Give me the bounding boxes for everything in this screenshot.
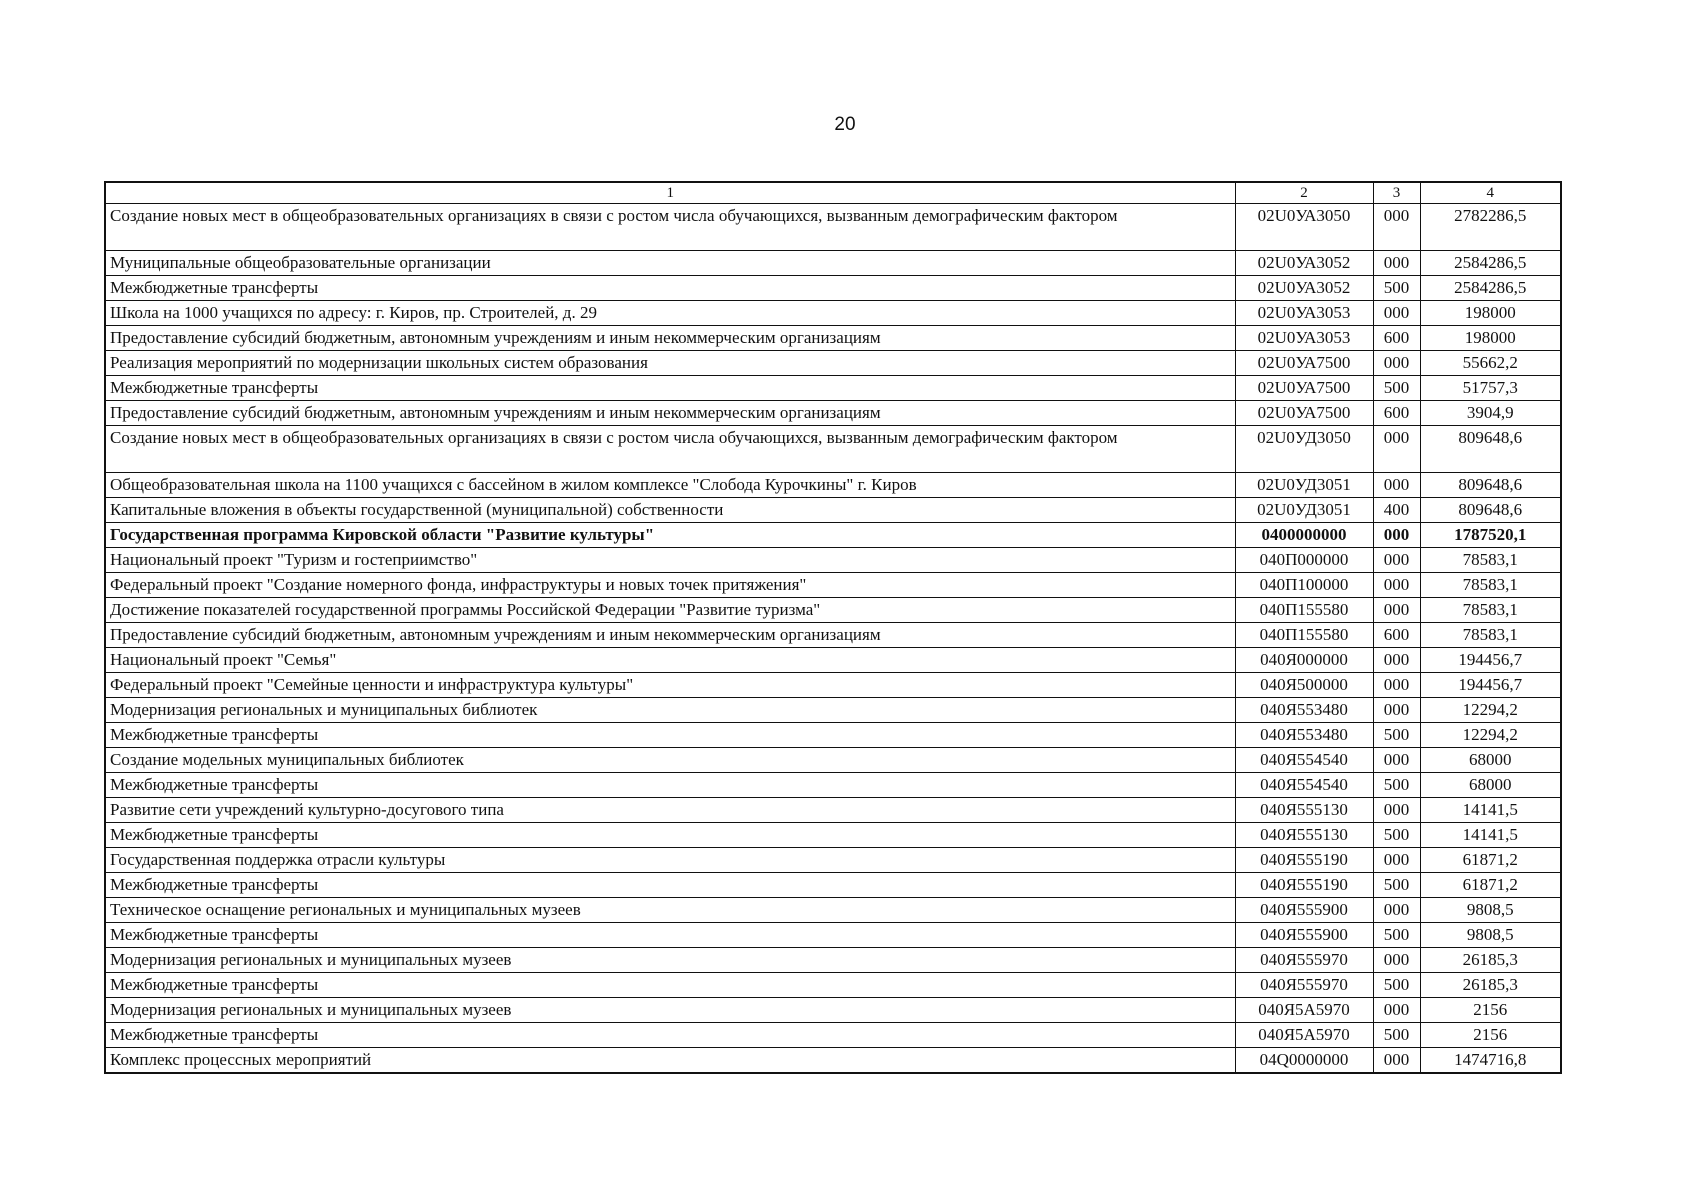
row-type-cell: 000: [1373, 898, 1420, 923]
row-sum-cell: 3904,9: [1420, 401, 1561, 426]
table-row: [105, 573, 1561, 598]
row-code-cell: 02U0УА3052: [1235, 276, 1373, 301]
row-code-cell: 040П100000: [1235, 573, 1373, 598]
row-sum-cell: 2584286,5: [1420, 276, 1561, 301]
row-type-cell: 000: [1373, 798, 1420, 823]
row-sum-cell: 14141,5: [1420, 798, 1561, 823]
table-row: [105, 873, 1561, 898]
row-sum-cell: 14141,5: [1420, 823, 1561, 848]
row-sum-cell: 2156: [1420, 998, 1561, 1023]
row-code-cell: 040Я555190: [1235, 848, 1373, 873]
row-sum-cell: 26185,3: [1420, 948, 1561, 973]
row-name-cell: Государственная поддержка отрасли культуры: [105, 848, 1235, 873]
table-row: [105, 998, 1561, 1023]
table-row: [105, 648, 1561, 673]
row-sum-cell: 61871,2: [1420, 848, 1561, 873]
row-code-cell: 040Я555900: [1235, 923, 1373, 948]
row-type-cell: 000: [1373, 748, 1420, 773]
row-sum-cell: 55662,2: [1420, 351, 1561, 376]
row-name-cell: Межбюджетные трансферты: [105, 973, 1235, 998]
table-row: [105, 948, 1561, 973]
table-row: [105, 548, 1561, 573]
row-type-cell: 000: [1373, 523, 1420, 548]
row-code-cell: 02U0УА7500: [1235, 351, 1373, 376]
row-code-cell: 040Я555900: [1235, 898, 1373, 923]
row-sum-cell: 78583,1: [1420, 573, 1561, 598]
table-row: [105, 326, 1561, 351]
row-code-cell: 040Я555130: [1235, 798, 1373, 823]
row-type-cell: 500: [1373, 823, 1420, 848]
row-code-cell: 040Я555970: [1235, 948, 1373, 973]
row-sum-cell: 9808,5: [1420, 898, 1561, 923]
row-code-cell: 040Я554540: [1235, 748, 1373, 773]
row-sum-cell: 78583,1: [1420, 548, 1561, 573]
row-code-cell: 02U0УД3050: [1235, 426, 1373, 473]
row-code-cell: 02U0УА3053: [1235, 301, 1373, 326]
row-type-cell: 000: [1373, 351, 1420, 376]
row-type-cell: 500: [1373, 376, 1420, 401]
row-type-cell: 500: [1373, 873, 1420, 898]
row-name-cell: Предоставление субсидий бюджетным, автономным учреждениям и иным некоммерческим организациям: [105, 623, 1235, 648]
row-code-cell: 040Я555190: [1235, 873, 1373, 898]
table-row: [105, 376, 1561, 401]
row-type-cell: 000: [1373, 998, 1420, 1023]
table-header: [105, 182, 1561, 204]
row-sum-cell: 9808,5: [1420, 923, 1561, 948]
row-type-cell: 000: [1373, 1048, 1420, 1074]
row-sum-cell: 68000: [1420, 748, 1561, 773]
table-row: [105, 473, 1561, 498]
table-row: [105, 973, 1561, 998]
row-type-cell: 000: [1373, 251, 1420, 276]
row-sum-cell: 26185,3: [1420, 973, 1561, 998]
table-row: [105, 401, 1561, 426]
row-type-cell: 000: [1373, 548, 1420, 573]
table-row: [105, 623, 1561, 648]
row-sum-cell: 194456,7: [1420, 673, 1561, 698]
header-col-4: 4: [1420, 182, 1561, 204]
row-name-cell: Федеральный проект "Создание номерного фонда, инфраструктуры и новых точек притяжения": [105, 573, 1235, 598]
row-code-cell: 040Я555130: [1235, 823, 1373, 848]
row-type-cell: 500: [1373, 1023, 1420, 1048]
row-name-cell: Муниципальные общеобразовательные организации: [105, 251, 1235, 276]
header-col-2: 2: [1235, 182, 1373, 204]
row-name-cell: Межбюджетные трансферты: [105, 873, 1235, 898]
row-sum-cell: 198000: [1420, 326, 1561, 351]
row-type-cell: 600: [1373, 401, 1420, 426]
table-row: [105, 798, 1561, 823]
row-type-cell: 500: [1373, 923, 1420, 948]
row-name-cell: Межбюджетные трансферты: [105, 773, 1235, 798]
table-row: [105, 673, 1561, 698]
row-sum-cell: 2782286,5: [1420, 204, 1561, 251]
row-type-cell: 000: [1373, 948, 1420, 973]
row-sum-cell: 12294,2: [1420, 723, 1561, 748]
row-name-cell: Межбюджетные трансферты: [105, 823, 1235, 848]
row-type-cell: 500: [1373, 973, 1420, 998]
row-code-cell: 040П000000: [1235, 548, 1373, 573]
row-name-cell: Общеобразовательная школа на 1100 учащихся с бассейном в жилом комплексе "Слобода Курочкины" г. Киров: [105, 473, 1235, 498]
row-name-cell: Техническое оснащение региональных и муниципальных музеев: [105, 898, 1235, 923]
row-code-cell: 0400000000: [1235, 523, 1373, 548]
row-sum-cell: 2584286,5: [1420, 251, 1561, 276]
header-col-1: 1: [105, 182, 1235, 204]
row-code-cell: 040Я500000: [1235, 673, 1373, 698]
row-name-cell: Достижение показателей государственной программы Российской Федерации "Развитие туризма": [105, 598, 1235, 623]
row-sum-cell: 2156: [1420, 1023, 1561, 1048]
table-row: [105, 848, 1561, 873]
table-row: [105, 598, 1561, 623]
row-type-cell: 000: [1373, 673, 1420, 698]
table-row: [105, 898, 1561, 923]
row-name-cell: Национальный проект "Туризм и гостеприимство": [105, 548, 1235, 573]
row-code-cell: 04Q0000000: [1235, 1048, 1373, 1074]
row-name-cell: Межбюджетные трансферты: [105, 376, 1235, 401]
row-code-cell: 040П155580: [1235, 598, 1373, 623]
row-code-cell: 02U0УА3052: [1235, 251, 1373, 276]
row-code-cell: 040Я554540: [1235, 773, 1373, 798]
table-row: [105, 426, 1561, 473]
row-name-cell: Развитие сети учреждений культурно-досугового типа: [105, 798, 1235, 823]
row-name-cell: Реализация мероприятий по модернизации школьных систем образования: [105, 351, 1235, 376]
row-name-cell: Школа на 1000 учащихся по адресу: г. Киров, пр. Строителей, д. 29: [105, 301, 1235, 326]
row-type-cell: 000: [1373, 204, 1420, 251]
row-sum-cell: 1474716,8: [1420, 1048, 1561, 1074]
table-row: [105, 923, 1561, 948]
row-name-cell: Капитальные вложения в объекты государственной (муниципальной) собственности: [105, 498, 1235, 523]
header-row: [105, 182, 1561, 204]
table-row: [105, 1023, 1561, 1048]
row-sum-cell: 194456,7: [1420, 648, 1561, 673]
table-row: [105, 748, 1561, 773]
row-sum-cell: 198000: [1420, 301, 1561, 326]
row-name-cell: Комплекс процессных мероприятий: [105, 1048, 1235, 1074]
table-row: [105, 723, 1561, 748]
row-code-cell: 02U0УА3053: [1235, 326, 1373, 351]
row-sum-cell: 809648,6: [1420, 498, 1561, 523]
table-row: [105, 1048, 1561, 1074]
table-row: [105, 204, 1561, 251]
budget-table: [104, 181, 1562, 1074]
row-code-cell: 02U0УД3051: [1235, 498, 1373, 523]
page-number: 20: [834, 114, 856, 135]
row-name-cell: Модернизация региональных и муниципальных библиотек: [105, 698, 1235, 723]
table-row: [105, 351, 1561, 376]
row-type-cell: 000: [1373, 648, 1420, 673]
table-row: [105, 276, 1561, 301]
row-code-cell: 040Я5А5970: [1235, 998, 1373, 1023]
row-name-cell: Межбюджетные трансферты: [105, 1023, 1235, 1048]
row-name-cell: Межбюджетные трансферты: [105, 923, 1235, 948]
row-name-cell: Создание новых мест в общеобразовательных организациях в связи с ростом числа обучающихся, вызванным демографическим фактором: [105, 204, 1235, 251]
row-type-cell: 600: [1373, 326, 1420, 351]
header-col-3: 3: [1373, 182, 1420, 204]
row-type-cell: 000: [1373, 426, 1420, 473]
row-code-cell: 02U0УА7500: [1235, 401, 1373, 426]
row-sum-cell: 78583,1: [1420, 623, 1561, 648]
row-code-cell: 040Я553480: [1235, 698, 1373, 723]
row-type-cell: 500: [1373, 723, 1420, 748]
row-code-cell: 040Я5А5970: [1235, 1023, 1373, 1048]
row-sum-cell: 61871,2: [1420, 873, 1561, 898]
table-row: [105, 523, 1561, 548]
row-type-cell: 400: [1373, 498, 1420, 523]
row-name-cell: Предоставление субсидий бюджетным, автономным учреждениям и иным некоммерческим организациям: [105, 401, 1235, 426]
row-sum-cell: 1787520,1: [1420, 523, 1561, 548]
row-code-cell: 040Я000000: [1235, 648, 1373, 673]
table-row: [105, 301, 1561, 326]
row-sum-cell: 68000: [1420, 773, 1561, 798]
table-row: [105, 498, 1561, 523]
row-name-cell: Модернизация региональных и муниципальных музеев: [105, 998, 1235, 1023]
row-name-cell: Создание модельных муниципальных библиотек: [105, 748, 1235, 773]
row-name-cell: Предоставление субсидий бюджетным, автономным учреждениям и иным некоммерческим организациям: [105, 326, 1235, 351]
row-name-cell: Межбюджетные трансферты: [105, 276, 1235, 301]
row-code-cell: 040Я553480: [1235, 723, 1373, 748]
row-sum-cell: 12294,2: [1420, 698, 1561, 723]
table-row: [105, 773, 1561, 798]
row-type-cell: 000: [1373, 473, 1420, 498]
table-row: [105, 823, 1561, 848]
row-name-cell: Модернизация региональных и муниципальных музеев: [105, 948, 1235, 973]
row-sum-cell: 809648,6: [1420, 426, 1561, 473]
row-sum-cell: 51757,3: [1420, 376, 1561, 401]
row-name-cell: Создание новых мест в общеобразовательных организациях в связи с ростом числа обучающихся, вызванным демографическим фактором: [105, 426, 1235, 473]
row-type-cell: 600: [1373, 623, 1420, 648]
row-sum-cell: 78583,1: [1420, 598, 1561, 623]
row-code-cell: 02U0УА3050: [1235, 204, 1373, 251]
row-type-cell: 000: [1373, 848, 1420, 873]
table-row: [105, 251, 1561, 276]
row-name-cell: Межбюджетные трансферты: [105, 723, 1235, 748]
row-type-cell: 500: [1373, 276, 1420, 301]
table-body: [105, 204, 1561, 1074]
row-code-cell: 02U0УД3051: [1235, 473, 1373, 498]
row-type-cell: 500: [1373, 773, 1420, 798]
table-row: [105, 698, 1561, 723]
row-name-cell: Государственная программа Кировской области "Развитие культуры": [105, 523, 1235, 548]
row-code-cell: 040П155580: [1235, 623, 1373, 648]
row-name-cell: Федеральный проект "Семейные ценности и инфраструктура культуры": [105, 673, 1235, 698]
row-name-cell: Национальный проект "Семья": [105, 648, 1235, 673]
row-type-cell: 000: [1373, 573, 1420, 598]
row-type-cell: 000: [1373, 301, 1420, 326]
row-sum-cell: 809648,6: [1420, 473, 1561, 498]
row-code-cell: 040Я555970: [1235, 973, 1373, 998]
row-type-cell: 000: [1373, 698, 1420, 723]
row-code-cell: 02U0УА7500: [1235, 376, 1373, 401]
row-type-cell: 000: [1373, 598, 1420, 623]
